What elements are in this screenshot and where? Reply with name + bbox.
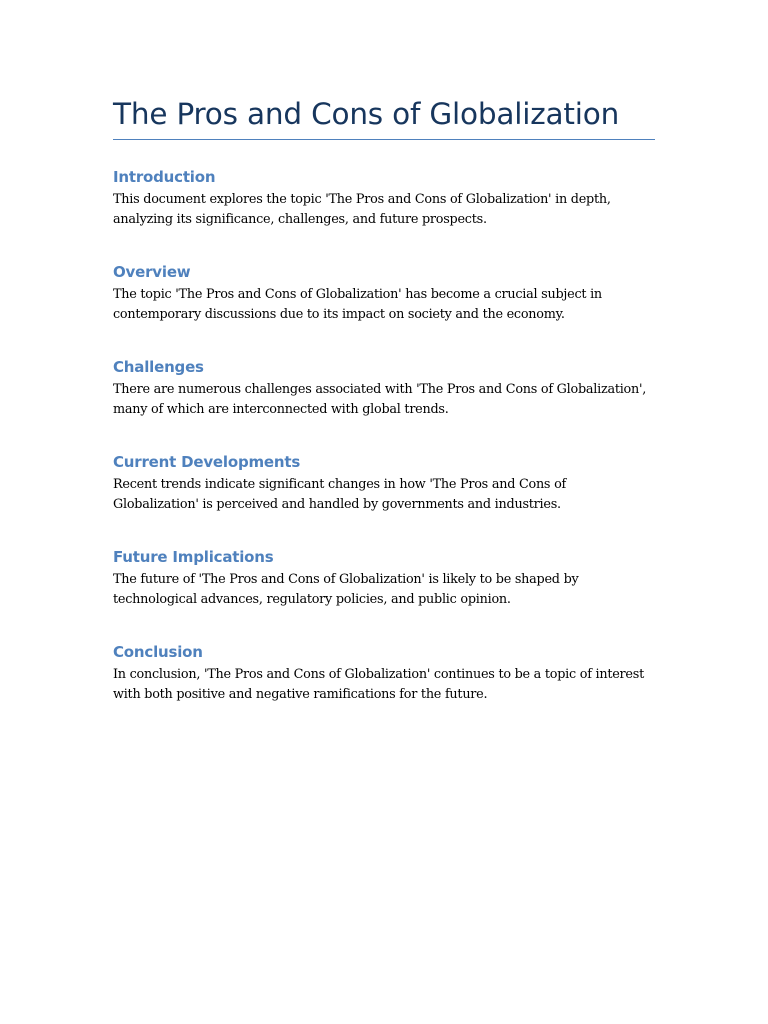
section-heading: Conclusion xyxy=(113,643,203,661)
section-body: In conclusion, 'The Pros and Cons of Globalization' continues to be a topic of interest with both positive and negative ramifications for the future. xyxy=(113,667,644,702)
section-heading: Future Implications xyxy=(113,548,274,566)
section-future-implications xyxy=(113,547,655,609)
document-body xyxy=(113,94,655,704)
section-heading: Challenges xyxy=(113,358,204,376)
section-heading: Overview xyxy=(113,263,191,281)
section-conclusion xyxy=(113,642,655,704)
section-body: There are numerous challenges associated with 'The Pros and Cons of Globalization', many of which are interconnected with global trends. xyxy=(113,382,647,417)
section-introduction xyxy=(113,167,655,229)
section-heading: Introduction xyxy=(113,168,216,186)
document-title: The Pros and Cons of Globalization xyxy=(113,94,655,140)
section-body: This document explores the topic 'The Pros and Cons of Globalization' in depth, analyzing its significance, challenges, and future prospects. xyxy=(113,192,611,227)
section-body: Recent trends indicate significant changes in how 'The Pros and Cons of Globalization' is perceived and handled by governments and industries. xyxy=(113,477,567,512)
section-body: The topic 'The Pros and Cons of Globalization' has become a crucial subject in contemporary discussions due to its impact on society and the economy. xyxy=(113,287,602,322)
section-body: The future of 'The Pros and Cons of Globalization' is likely to be shaped by technological advances, regulatory policies, and public opinion. xyxy=(113,572,579,607)
section-heading: Current Developments xyxy=(113,453,301,471)
section-challenges xyxy=(113,357,655,419)
section-overview xyxy=(113,262,655,324)
section-current-developments xyxy=(113,452,655,514)
